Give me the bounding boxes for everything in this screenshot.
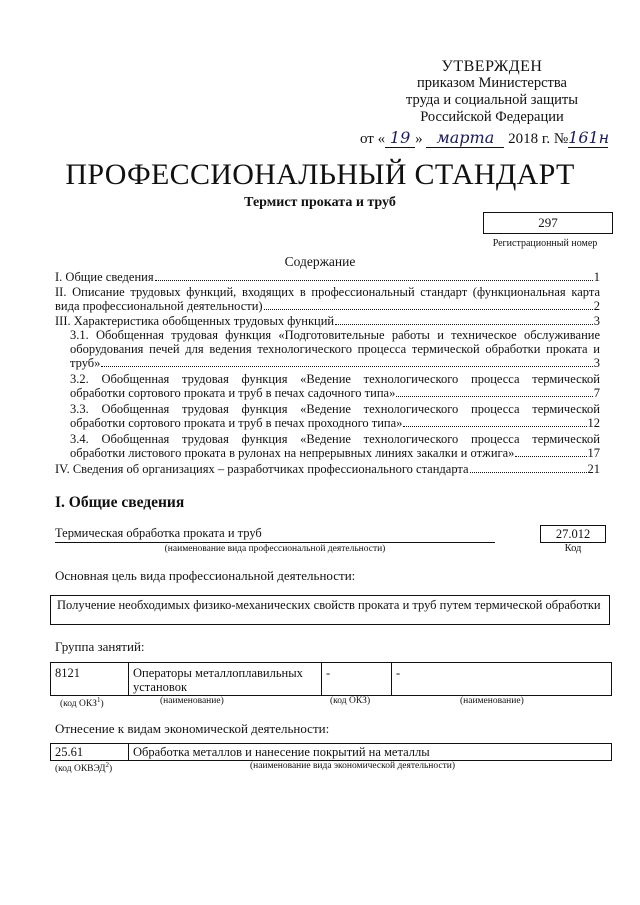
toc-item-3-1[interactable] (70, 328, 600, 370)
date-month: марта (426, 128, 504, 148)
caption-okved-code: (код ОКВЭД$^2$) (55, 761, 113, 775)
toc-item-text: вида профессиональной деятельности) (55, 299, 263, 313)
activity-name-caption: (наименование вида профессиональной деятельности) (164, 544, 386, 554)
approval-title: УТВЕРЖДЕН (441, 58, 543, 75)
toc-item-text: труб» (70, 356, 101, 370)
activity-code: 27.012 (540, 525, 606, 543)
date-mid: » (415, 131, 423, 147)
toc-item-text-line: 3.2. Обобщенная трудовая функция «Ведение технологического процесса термической (70, 372, 600, 386)
registration-number: 297 (483, 212, 613, 234)
activity-code-caption: Код (564, 543, 582, 554)
toc-item-text-line: 3.1. Обобщенная трудовая функция «Подготовительные работы и техническое обслуживание (70, 328, 600, 342)
toc-item-text: обработки сортового проката и труб в печах проходного типа» (70, 416, 403, 430)
toc-item-text: обработки листового проката в рулонах на непрерывных линиях закалки и отжига» (70, 446, 515, 460)
page-title: ПРОФЕССИОНАЛЬНЫЙ СТАНДАРТ (65, 158, 575, 191)
activity-name-field (55, 526, 495, 543)
toc-item-page: 7 (593, 386, 600, 400)
approval-block (382, 58, 602, 126)
caption-okz-name-1: (наименование) (160, 696, 224, 706)
toc-item-3-4[interactable] (70, 432, 600, 460)
order-number: 161н (568, 128, 610, 147)
occupation-group-table (50, 662, 612, 696)
toc-item-3[interactable] (55, 314, 600, 328)
activity-name: Термическая обработка проката и труб (55, 526, 262, 540)
occupation-code-2: - (321, 663, 391, 695)
date-prefix: от « (360, 131, 386, 147)
econ-label: Отнесение к видам экономической деятельности: (55, 721, 330, 736)
goal-label: Основная цель вида профессиональной деятельности: (55, 568, 356, 583)
toc-item-3-3[interactable] (70, 402, 600, 430)
caption-okz-name-2: (наименование) (460, 696, 524, 706)
caption-okved-name: (наименование вида экономической деятельности) (250, 761, 455, 771)
page-subtitle: Термист проката и труб (244, 195, 396, 210)
date-day: 19 (385, 128, 415, 148)
occupation-name-1: Операторы металлоплавильных установок (128, 663, 321, 695)
toc-item-text: III. Характеристика обобщенных трудовых функций (55, 314, 335, 328)
toc-item-page: 1 (593, 270, 600, 284)
toc-item-1[interactable] (55, 270, 600, 284)
toc-item-text-line: 3.4. Обобщенная трудовая функция «Ведение технологического процесса термической (70, 432, 600, 446)
toc-item-text: I. Общие сведения (55, 270, 154, 284)
occupation-name-2: - (391, 663, 611, 695)
registration-label: Регистрационный номер (492, 238, 598, 249)
toc-item-page: 21 (587, 462, 600, 476)
caption-okz-code: (код ОКЗ$^1$) (60, 696, 104, 710)
approval-line-1: приказом Министерства (417, 75, 567, 91)
approval-line-2: труда и социальной защиты (406, 92, 578, 108)
toc-item-page: 3 (593, 314, 600, 328)
approval-date (360, 128, 608, 148)
approval-line-3: Российской Федерации (420, 109, 564, 125)
toc-item-text-line: оборудования печей для ведения технологического процесса термической обработки проката и (70, 342, 600, 356)
toc-item-4[interactable] (55, 462, 600, 476)
toc-item-text: IV. Сведения об организациях – разработчиках профессионального стандарта (55, 462, 469, 476)
date-year: 2018 г. № (508, 131, 569, 147)
toc-item-page: 17 (587, 446, 600, 460)
toc-item-page: 2 (593, 299, 600, 313)
econ-activity-table (50, 743, 612, 761)
group-label: Группа занятий: (55, 639, 145, 654)
goal-text: Получение необходимых физико-механических свойств проката и труб путем термической обработки (50, 595, 610, 625)
toc-item-text: обработки сортового проката и труб в печах садочного типа» (70, 386, 396, 400)
toc-title: Содержание (284, 254, 356, 269)
okved-name: Обработка металлов и нанесение покрытий на металлы (128, 744, 611, 760)
toc-item-page: 12 (587, 416, 600, 430)
toc-item-text-line: 3.3. Обобщенная трудовая функция «Ведение технологического процесса термической (70, 402, 600, 416)
okved-code: 25.61 (55, 745, 84, 759)
toc-item-2[interactable] (55, 285, 600, 313)
toc-item-page: 3 (593, 356, 600, 370)
caption-okz-code-2: (код ОКЗ) (330, 696, 371, 706)
toc-item-3-2[interactable] (70, 372, 600, 400)
section-heading: I. Общие сведения (55, 494, 185, 511)
toc-item-text-line: II. Описание трудовых функций, входящих в профессиональный стандарт (функциональная карта (55, 285, 600, 299)
occupation-code-1: 8121 (55, 666, 80, 680)
